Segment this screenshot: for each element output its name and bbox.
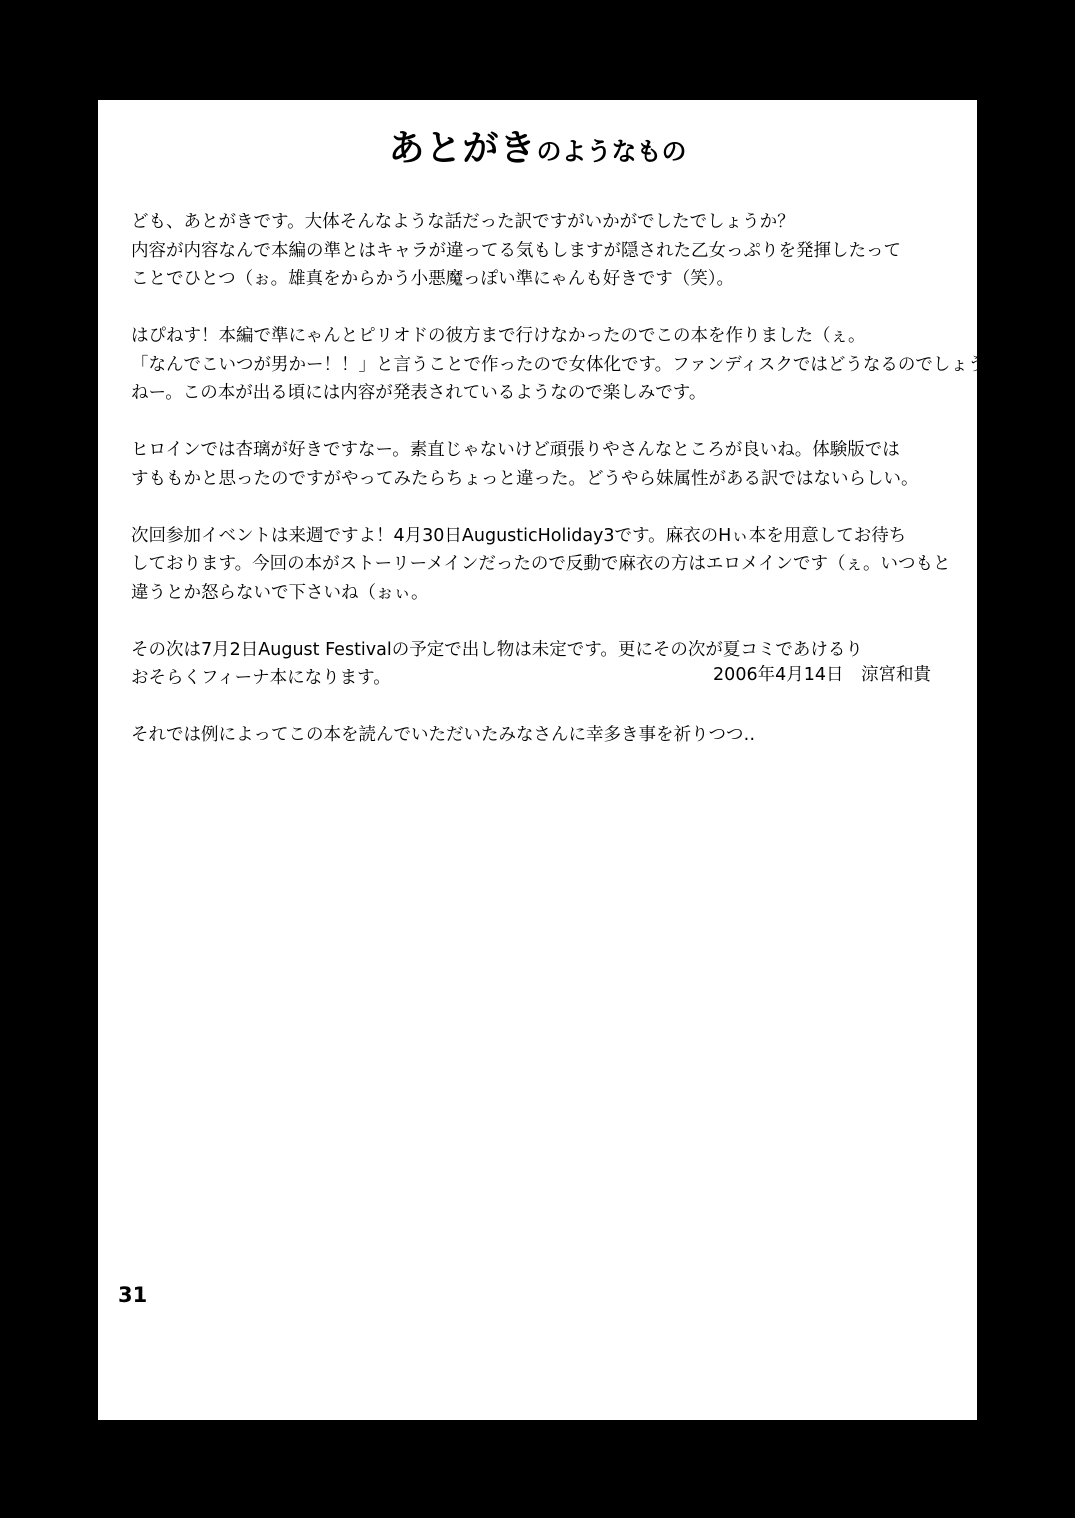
text-line: すももかと思ったのですがやってみたらちょっと違った。どうやら妹属性がある訳ではないらしい。: [131, 468, 919, 489]
afterword-body: [131, 208, 986, 778]
text-line: ども、あとがきです。大体そんなような話だった訳ですがいかがでしたでしょうか？: [131, 212, 795, 232]
page-title: [98, 120, 977, 171]
text-line: はぴねす！本編で準にゃんとピリオドの彼方まで行けなかったのでこの本を作りました（ぇ。: [131, 326, 866, 346]
text-line: ヒロインでは杏璃が好きですなー。素直じゃないけど頑張りやさんなところが良いね。体験版では: [131, 440, 900, 460]
text-line: ねー。この本が出る頃には内容が発表されているようなので楽しみです。: [131, 383, 707, 403]
text-line: ことでひとつ（ぉ。雄真をからかう小悪魔っぽい準にゃんも好きです（笑）。: [131, 269, 735, 289]
text-line: それでは例によってこの本を読んでいただいたみなさんに幸多き事を祈りつつ‥: [131, 725, 756, 745]
title-subtitle: のようなもの: [536, 137, 687, 166]
text-line: おそらくフィーナ本になります。: [131, 668, 391, 688]
paragraph-1: [131, 208, 961, 294]
text-line: しております。今回の本がストーリーメインだったので反動で麻衣の方はエロメインです（ぇ。いつもと: [131, 554, 951, 574]
paragraph-3: [131, 436, 961, 493]
document-page: [98, 100, 986, 1420]
title-main: あとがき: [388, 128, 537, 169]
signature: [713, 661, 931, 689]
page-number: 31: [118, 1283, 148, 1307]
paragraph-6: [131, 721, 961, 750]
text-line: その次は7月2日August Festivalの予定で出し物は未定です。更にその次が夏コミであけるり: [131, 639, 863, 660]
paragraph-4: [131, 522, 961, 608]
paragraph-2: [131, 322, 986, 408]
text-line: 内容が内容なんで本編の準とはキャラが違ってる気もしますが隠された乙女っぷりを発揮したって: [131, 240, 901, 261]
text-line: 「なんでこいつが男かー！！」と言うことで作ったので女体化です。ファンディスクではどうなるのでしょう: [131, 354, 986, 375]
signature-author: 涼宮和貴: [861, 665, 931, 685]
text-line: 違うとか怒らないで下さいね（ぉぃ。: [131, 582, 429, 603]
text-line: 次回参加イベントは来週ですよ！4月30日AugusticHoliday3です。麻衣のHぃ本を用意してお待ち: [131, 525, 907, 546]
signature-date: 2006年4月14日: [713, 665, 844, 685]
